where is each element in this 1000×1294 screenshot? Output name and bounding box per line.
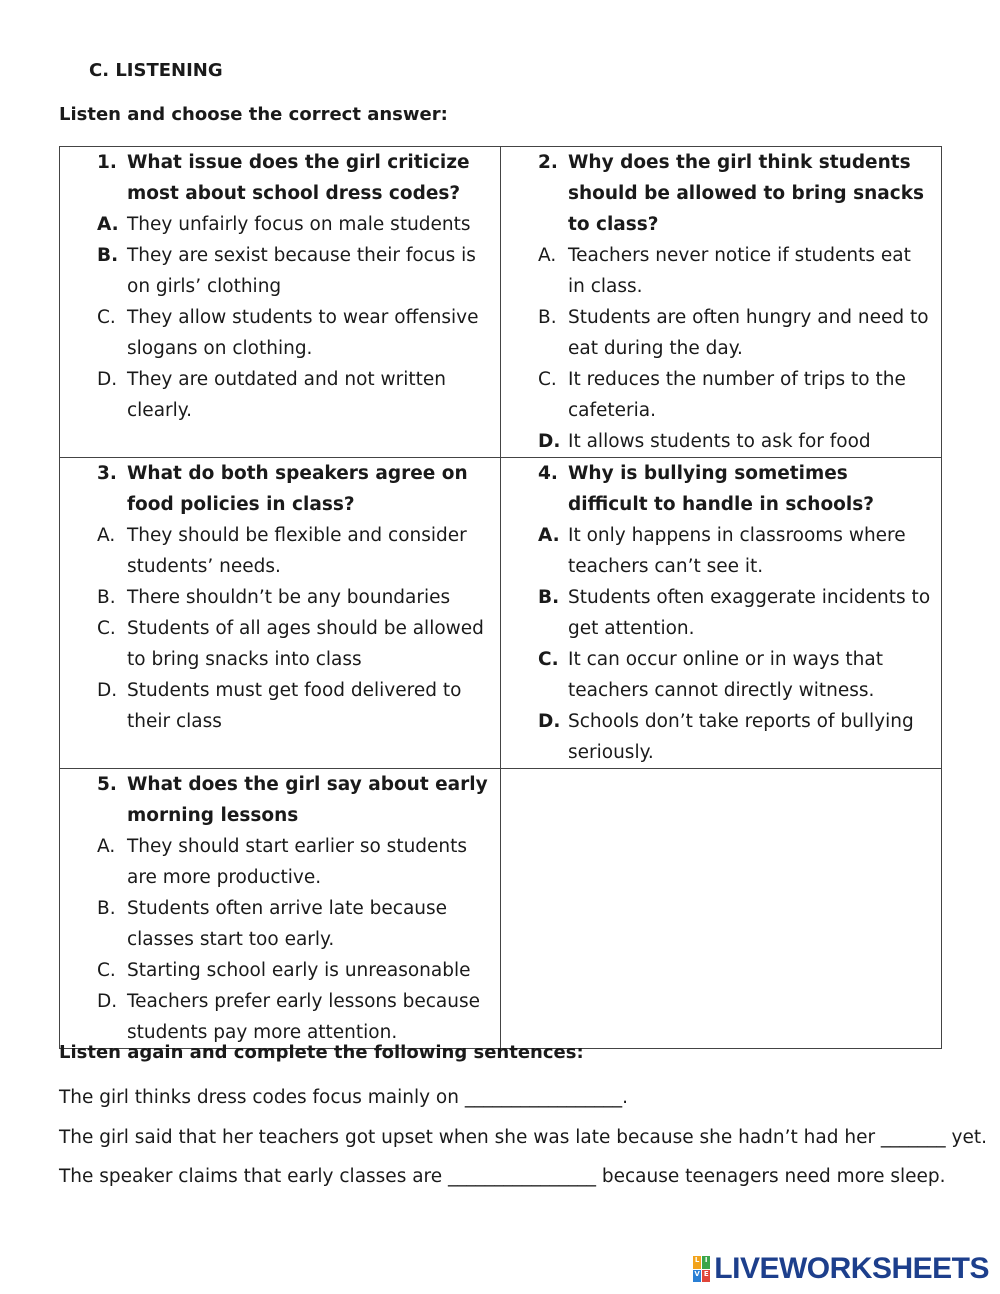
option-text: They should be flexible and consider students’ needs.	[127, 525, 467, 577]
answer-option[interactable]	[501, 302, 941, 364]
option-text: They should start earlier so students are more productive.	[127, 836, 468, 888]
option-letter: C.	[538, 369, 557, 390]
answer-option[interactable]	[60, 955, 500, 986]
question-cell-4	[501, 458, 942, 769]
question-stem	[60, 769, 500, 831]
answer-option[interactable]	[60, 582, 500, 613]
question-cell-3	[60, 458, 501, 769]
option-text: Students often exaggerate incidents to get attention.	[568, 587, 931, 639]
option-letter: C.	[538, 649, 559, 670]
logo-tiles-icon	[693, 1256, 710, 1282]
logo-tile: L	[693, 1256, 701, 1269]
logo-text: LIVEWORKSHEETS	[714, 1252, 989, 1285]
option-letter: B.	[97, 245, 119, 266]
option-letter: D.	[97, 991, 118, 1012]
answer-option[interactable]	[60, 893, 500, 955]
liveworksheets-logo	[693, 1252, 989, 1286]
answer-option[interactable]	[501, 240, 941, 302]
option-text: There shouldn’t be any boundaries	[127, 587, 451, 608]
option-letter: A.	[538, 525, 560, 546]
option-text: Teachers never notice if students eat in class.	[568, 245, 911, 297]
option-letter: C.	[97, 960, 116, 981]
logo-tile: I	[702, 1256, 710, 1269]
option-letter: A.	[538, 245, 557, 266]
option-text: Students often arrive late because classes start too early.	[127, 898, 448, 950]
fill-sentence-2[interactable]: The girl said that her teachers got upset when she was late because she hadn’t had her _______ yet.	[59, 1127, 988, 1148]
option-text: They unfairly focus on male students	[127, 214, 471, 235]
instruction-complete: Listen again and complete the following sentences:	[59, 1042, 584, 1063]
option-letter: D.	[538, 431, 561, 452]
question-number: 1.	[97, 152, 117, 173]
answer-option[interactable]	[60, 675, 500, 737]
option-text: Students are often hungry and need to eat during the day.	[568, 307, 929, 359]
option-text: Students of all ages should be allowed to bring snacks into class	[127, 618, 484, 670]
section-title: C. LISTENING	[89, 60, 223, 81]
question-cell-1	[60, 147, 501, 458]
answer-option[interactable]	[60, 986, 500, 1048]
question-stem	[501, 147, 941, 240]
question-stem	[501, 458, 941, 520]
fill-sentence-3[interactable]: The speaker claims that early classes are ________________ because teenagers need more sleep.	[59, 1166, 946, 1187]
answer-option[interactable]	[60, 240, 500, 302]
option-letter: A.	[97, 836, 116, 857]
question-stem	[60, 147, 500, 209]
question-text: Why does the girl think students should be allowed to bring snacks to class?	[568, 152, 925, 235]
option-letter: B.	[538, 587, 560, 608]
option-letter: B.	[97, 898, 116, 919]
question-number: 3.	[97, 463, 117, 484]
option-text: Students must get food delivered to their class	[127, 680, 462, 732]
option-text: It allows students to ask for food	[568, 431, 871, 452]
question-number: 5.	[97, 774, 117, 795]
question-number: 2.	[538, 152, 558, 173]
question-number: 4.	[538, 463, 558, 484]
option-letter: C.	[97, 618, 116, 639]
option-text: It can occur online or in ways that teachers cannot directly witness.	[568, 649, 883, 701]
question-text: What issue does the girl criticize most about school dress codes?	[127, 152, 470, 204]
question-text: Why is bullying sometimes difficult to handle in schools?	[568, 463, 874, 515]
option-letter: C.	[97, 307, 116, 328]
option-letter: D.	[538, 711, 561, 732]
question-text: What do both speakers agree on food policies in class?	[127, 463, 468, 515]
answer-option[interactable]	[501, 364, 941, 426]
answer-option[interactable]	[60, 520, 500, 582]
option-letter: D.	[97, 680, 118, 701]
option-letter: A.	[97, 525, 116, 546]
option-text: Schools don’t take reports of bullying seriously.	[568, 711, 914, 763]
option-text: They are sexist because their focus is on girls’ clothing	[127, 245, 476, 297]
option-letter: B.	[538, 307, 557, 328]
answer-option[interactable]	[60, 613, 500, 675]
answer-option[interactable]	[501, 426, 941, 457]
question-cell-2	[501, 147, 942, 458]
answer-option[interactable]	[501, 644, 941, 706]
option-text: They allow students to wear offensive slogans on clothing.	[127, 307, 479, 359]
empty-cell	[501, 769, 942, 1049]
option-text: Starting school early is unreasonable	[127, 960, 471, 981]
question-cell-5	[60, 769, 501, 1049]
option-text: It only happens in classrooms where teachers can’t see it.	[568, 525, 906, 577]
option-text: It reduces the number of trips to the cafeteria.	[568, 369, 906, 421]
question-text: What does the girl say about early morning lessons	[127, 774, 488, 826]
option-letter: B.	[97, 587, 116, 608]
answer-option[interactable]	[60, 209, 500, 240]
logo-tile: V	[693, 1270, 701, 1283]
option-text: They are outdated and not written clearly.	[127, 369, 447, 421]
fill-sentence-1[interactable]: The girl thinks dress codes focus mainly on _________________.	[59, 1087, 628, 1108]
option-text: Teachers prefer early lessons because students pay more attention.	[127, 991, 481, 1043]
question-stem	[60, 458, 500, 520]
option-letter: D.	[97, 369, 118, 390]
answer-option[interactable]	[501, 706, 941, 768]
answer-option[interactable]	[60, 831, 500, 893]
instruction-choose: Listen and choose the correct answer:	[59, 104, 448, 125]
answer-option[interactable]	[501, 520, 941, 582]
option-letter: A.	[97, 214, 119, 235]
answer-option[interactable]	[60, 302, 500, 364]
questions-table	[59, 146, 942, 1049]
logo-tile: E	[702, 1270, 710, 1283]
answer-option[interactable]	[501, 582, 941, 644]
answer-option[interactable]	[60, 364, 500, 426]
